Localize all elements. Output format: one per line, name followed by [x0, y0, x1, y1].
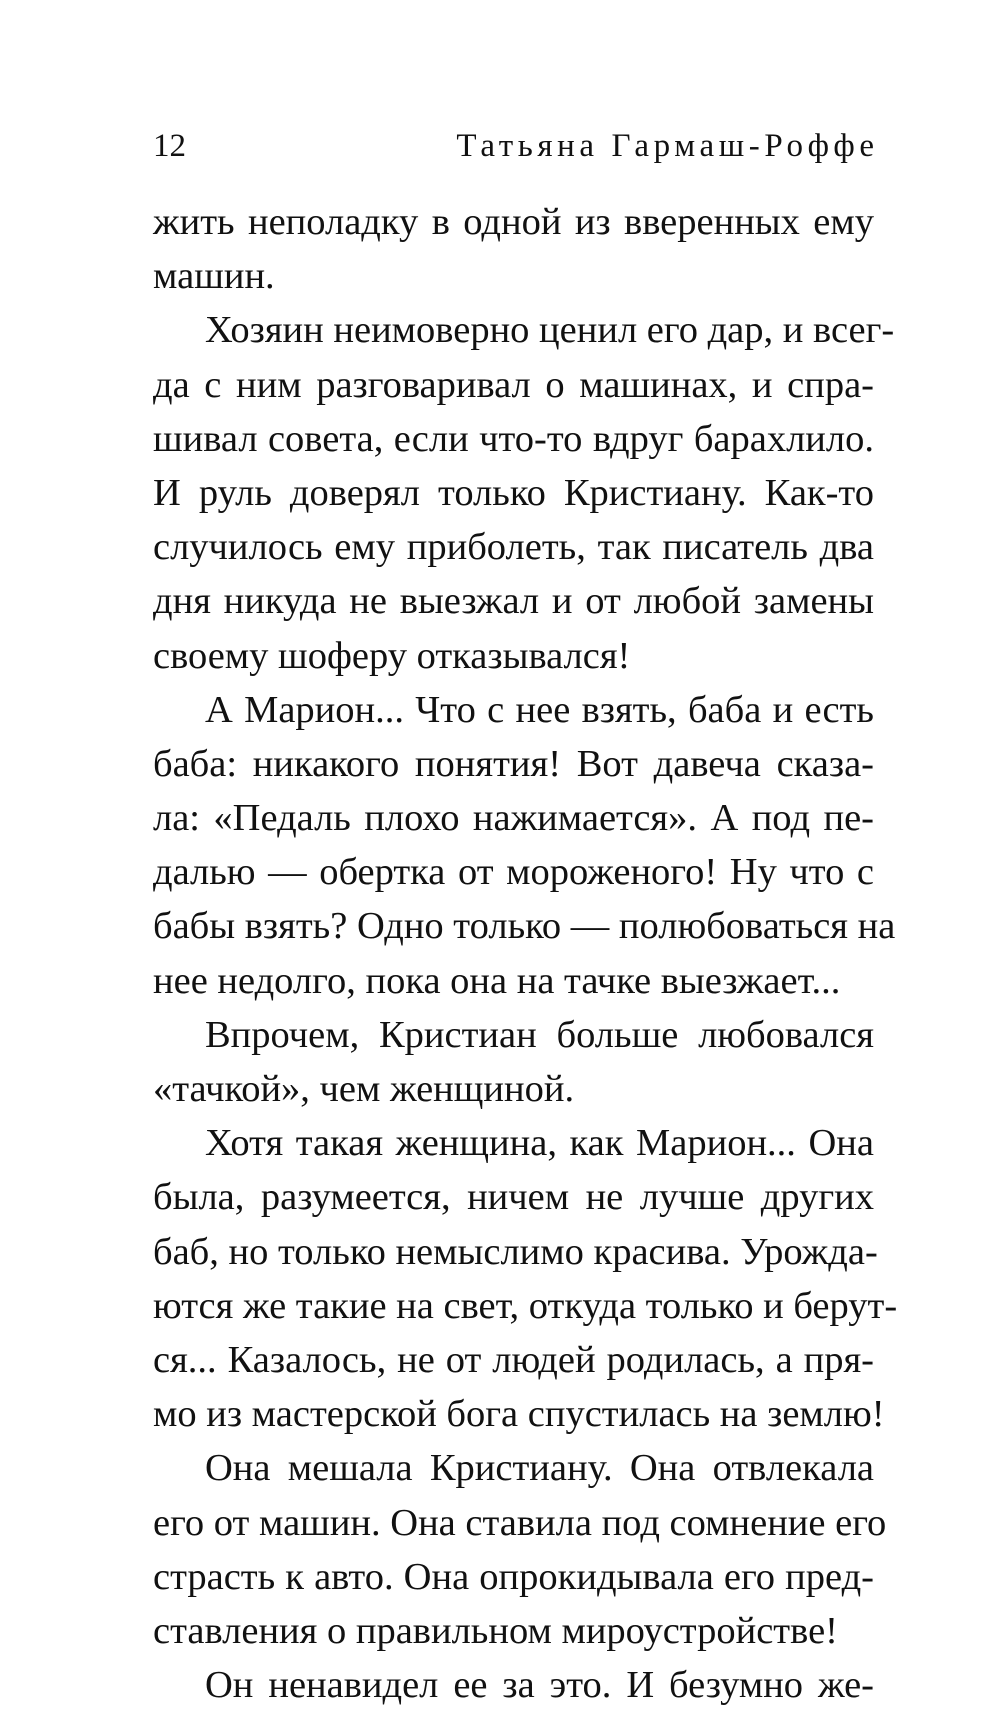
text-line: да с ним разговаривал о машинах, и спра-	[153, 363, 874, 406]
text-line: страсть к авто. Она опрокидывала его пред-	[153, 1555, 874, 1598]
page-header	[153, 124, 879, 168]
text-line: Хозяин неимоверно ценил его дар, и всег-	[205, 309, 895, 352]
text-line: мо из мастерской бога спустилась на землю!	[153, 1393, 885, 1436]
text-line: бабы взять? Одно только — полюбоваться на	[153, 905, 896, 948]
text-line: ются же такие на свет, откуда только и берут-	[153, 1284, 898, 1327]
text-line: жить неполадку в одной из вверенных ему	[153, 201, 874, 243]
text-line: дня никуда не выезжал и от любой замены	[153, 580, 874, 623]
text-line: Хотя такая женщина, как Марион... Она	[205, 1122, 874, 1165]
text-line: нее недолго, пока она на тачке выезжает...	[153, 959, 841, 1002]
text-line: баба: никакого понятия! Вот давеча сказа-	[153, 742, 874, 785]
text-line: «тачкой», чем женщиной.	[153, 1068, 575, 1110]
body-text	[153, 195, 898, 1712]
page-number: 12	[153, 128, 186, 164]
text-line: случилось ему приболеть, так писатель два	[153, 526, 874, 569]
text-line: его от машин. Она ставила под сомнение его	[153, 1501, 887, 1544]
text-line: Он ненавидел ее за это. И безумно же-	[205, 1664, 874, 1707]
text-line: была, разумеется, ничем не лучше других	[153, 1176, 874, 1219]
text-line: машин.	[153, 255, 275, 298]
text-line: далью — обертка от мороженого! Ну что с	[153, 851, 874, 894]
text-line: ла: «Педаль плохо нажимается». А под пе-	[153, 797, 874, 840]
text-line: своему шоферу отказывался!	[153, 634, 631, 677]
text-line: ставления о правильном мироустройстве!	[153, 1609, 838, 1652]
text-line: баб, но только немыслимо красива. Урожда-	[153, 1230, 878, 1273]
text-line: Она мешала Кристиану. Она отвлекала	[205, 1447, 874, 1490]
text-line: ся... Казалось, не от людей родилась, а пря-	[153, 1338, 874, 1381]
text-line: А Марион... Что с нее взять, баба и есть	[205, 688, 874, 731]
text-line: шивал совета, если что-то вдруг барахлило.	[153, 417, 874, 460]
running-title: Татьяна Гармаш-Роффе	[456, 128, 879, 164]
text-line: И руль доверял только Кристиану. Как-то	[153, 471, 874, 514]
text-line: Впрочем, Кристиан больше любовался	[205, 1013, 874, 1056]
